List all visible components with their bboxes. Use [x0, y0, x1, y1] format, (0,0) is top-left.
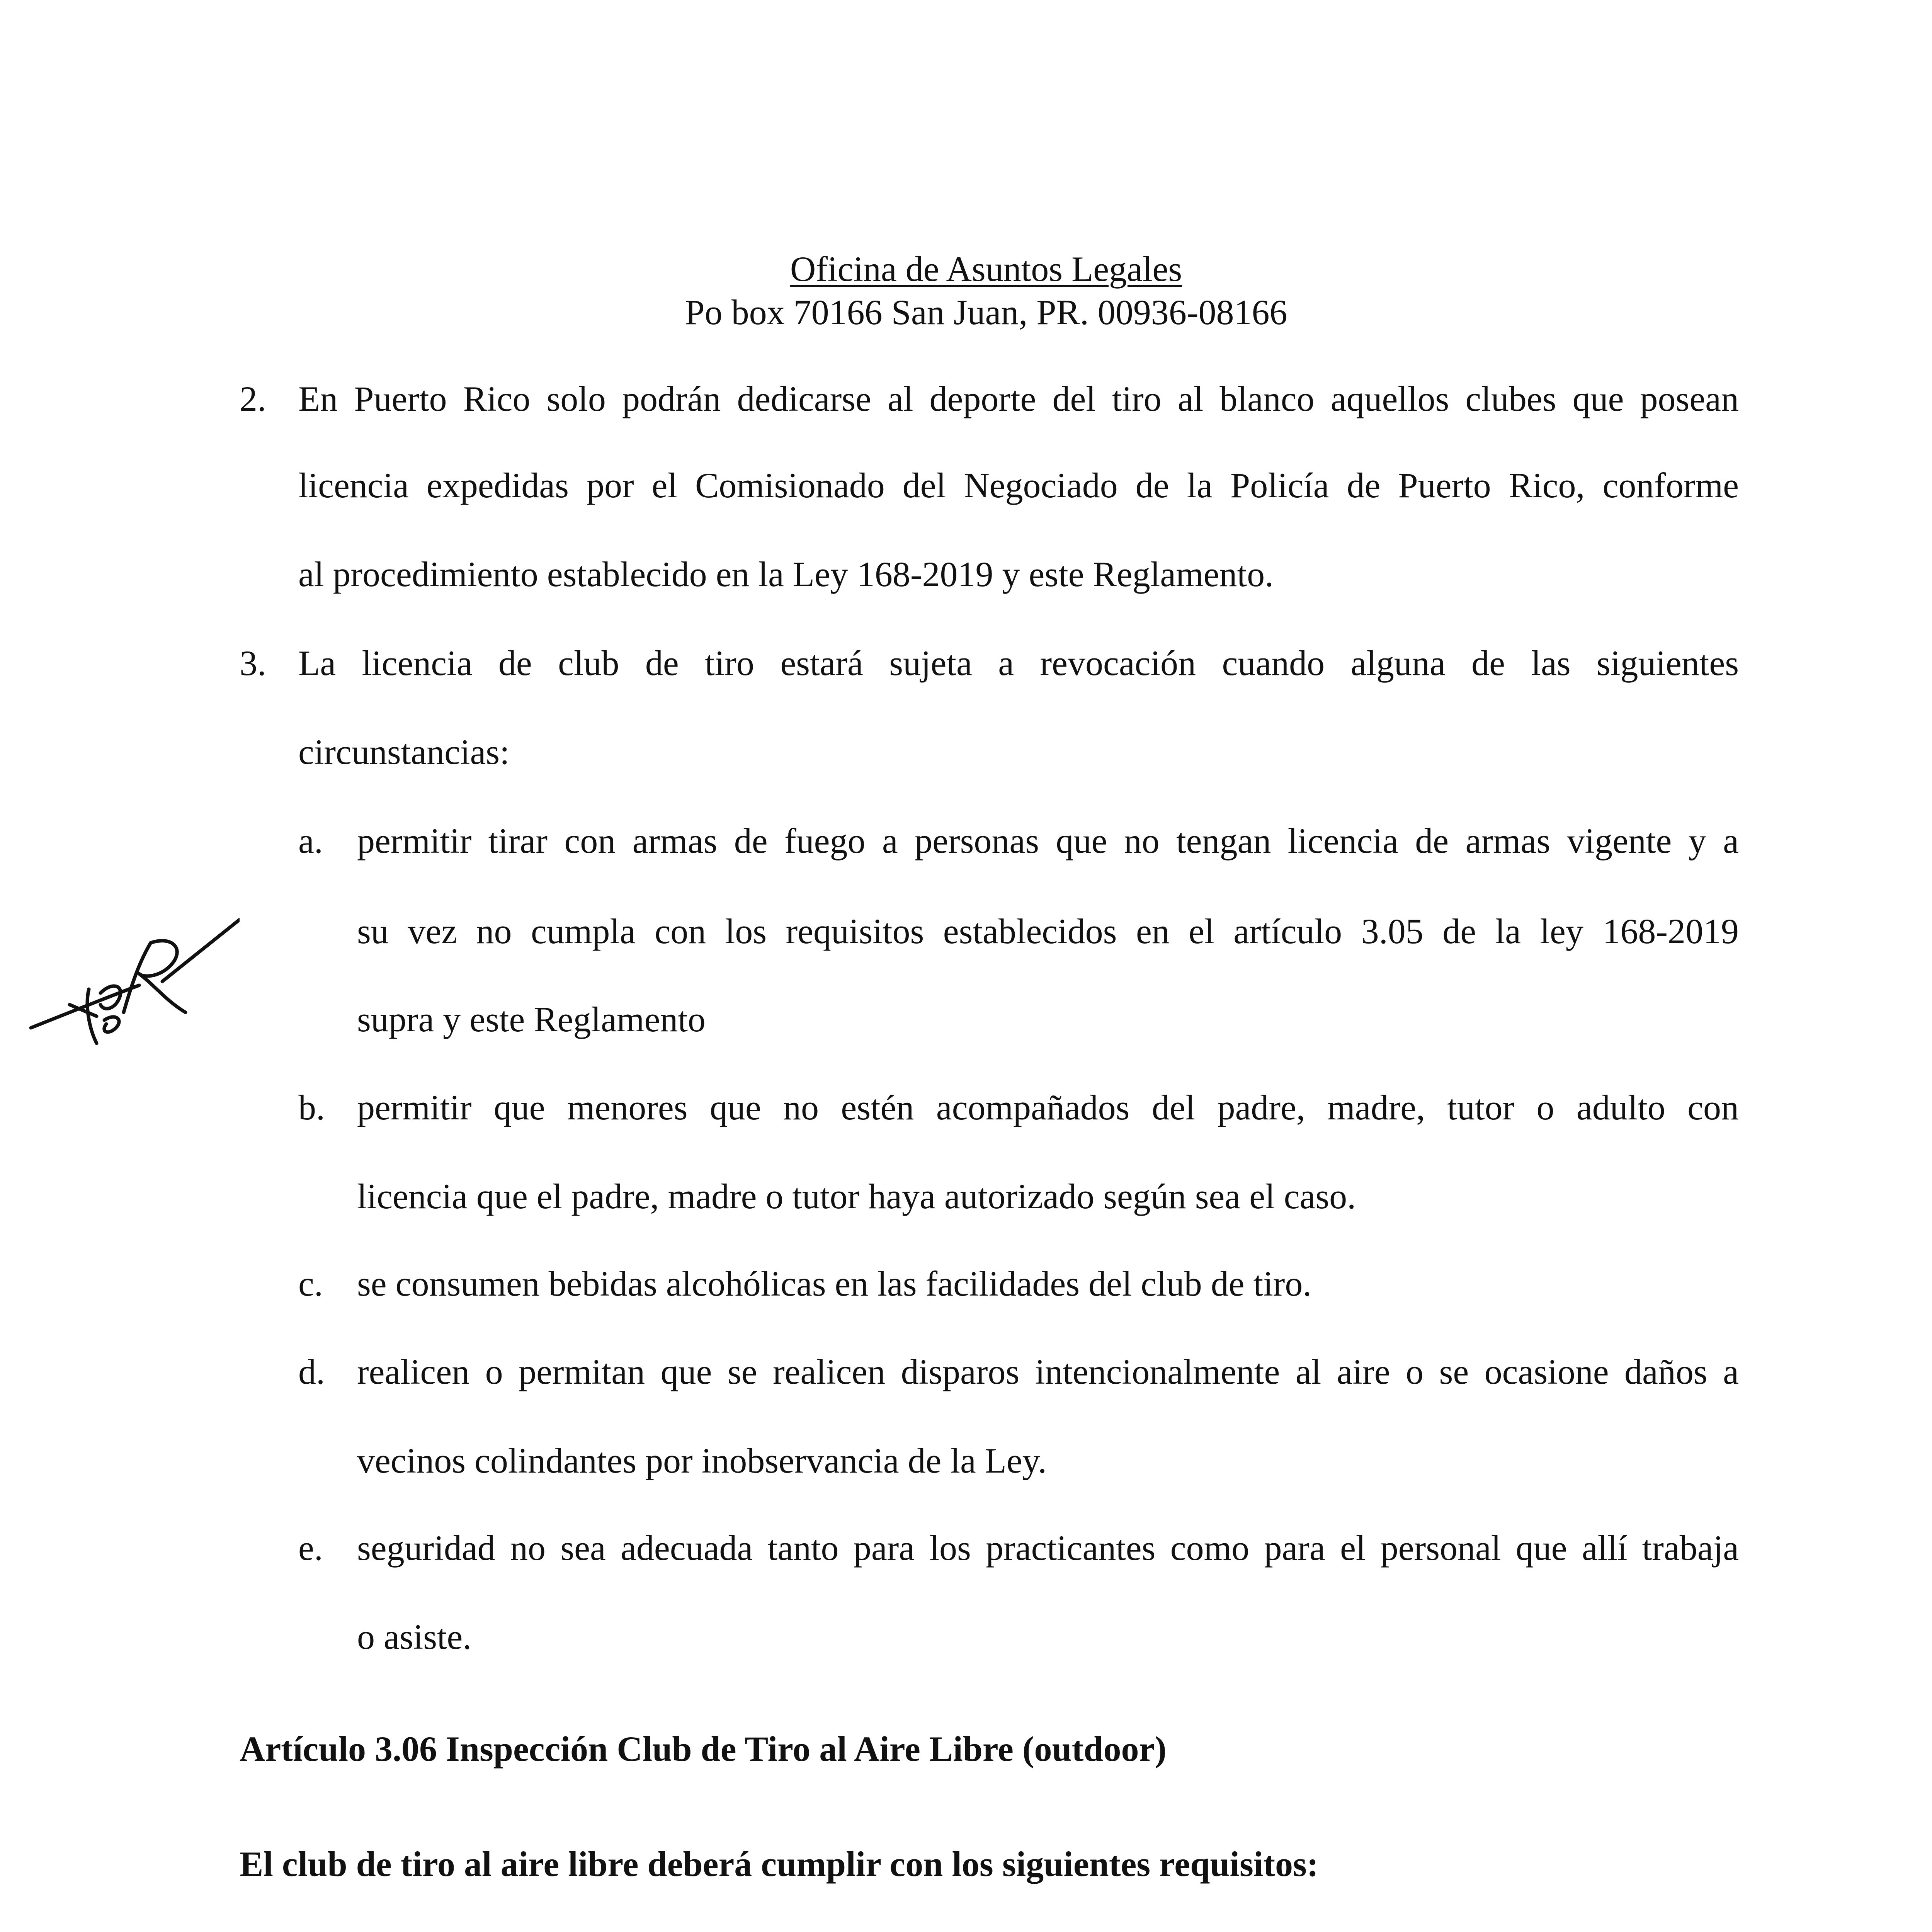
subitem-a-line-3: supra y este Reglamento — [357, 1000, 706, 1039]
subitem-c-letter: c. — [298, 1264, 323, 1303]
item-3-line-2: circunstancias: — [298, 732, 510, 772]
item-3-number: 3. — [240, 643, 266, 683]
office-address: Po box 70166 San Juan, PR. 00936-08166 — [685, 293, 1287, 332]
subitem-b-letter: b. — [298, 1088, 325, 1127]
subitem-e-line-1: seguridad no sea adecuada tanto para los practicantes como para el personal que allí trabaja — [357, 1528, 1739, 1568]
subitem-d-letter: d. — [298, 1352, 325, 1391]
article-intro: El club de tiro al aire libre deberá cumplir con los siguientes requisitos: — [240, 1844, 1319, 1884]
subitem-d-line-2: vecinos colindantes por inobservancia de la Ley. — [357, 1441, 1047, 1480]
item-2-number: 2. — [240, 379, 266, 418]
subitem-a-line-1: permitir tirar con armas de fuego a personas que no tengan licencia de armas vigente y a — [357, 821, 1739, 861]
subitem-c-line-1: se consumen bebidas alcohólicas en las facilidades del club de tiro. — [357, 1264, 1312, 1303]
item-2-line-2: licencia expedidas por el Comisionado del Negociado de la Policía de Puerto Rico, conforme — [298, 466, 1739, 505]
item-3-line-1: La licencia de club de tiro estará sujeta a revocación cuando alguna de las siguientes — [298, 643, 1739, 683]
subitem-b-line-2: licencia que el padre, madre o tutor haya autorizado según sea el caso. — [357, 1177, 1356, 1216]
item-2-line-1: En Puerto Rico solo podrán dedicarse al deporte del tiro al blanco aquellos clubes que posean — [298, 379, 1739, 418]
office-name: Oficina de Asuntos Legales — [790, 249, 1182, 289]
subitem-d-line-1: realicen o permitan que se realicen disparos intencionalmente al aire o se ocasione daños a — [357, 1352, 1739, 1391]
article-heading: Artículo 3.06 Inspección Club de Tiro al Aire Libre (outdoor) — [240, 1729, 1167, 1769]
subitem-a-letter: a. — [298, 821, 323, 861]
subitem-e-letter: e. — [298, 1528, 323, 1568]
letterhead — [0, 247, 1932, 334]
subitem-a-line-2: su vez no cumpla con los requisitos establecidos en el artículo 3.05 de la ley 168-2019 — [357, 912, 1739, 951]
item-2-line-3: al procedimiento establecido en la Ley 168-2019 y este Reglamento. — [298, 554, 1274, 594]
handwritten-initials-icon — [23, 896, 240, 1059]
subitem-e-line-2: o asiste. — [357, 1617, 472, 1656]
subitem-b-line-1: permitir que menores que no estén acompañados del padre, madre, tutor o adulto con — [357, 1088, 1739, 1127]
